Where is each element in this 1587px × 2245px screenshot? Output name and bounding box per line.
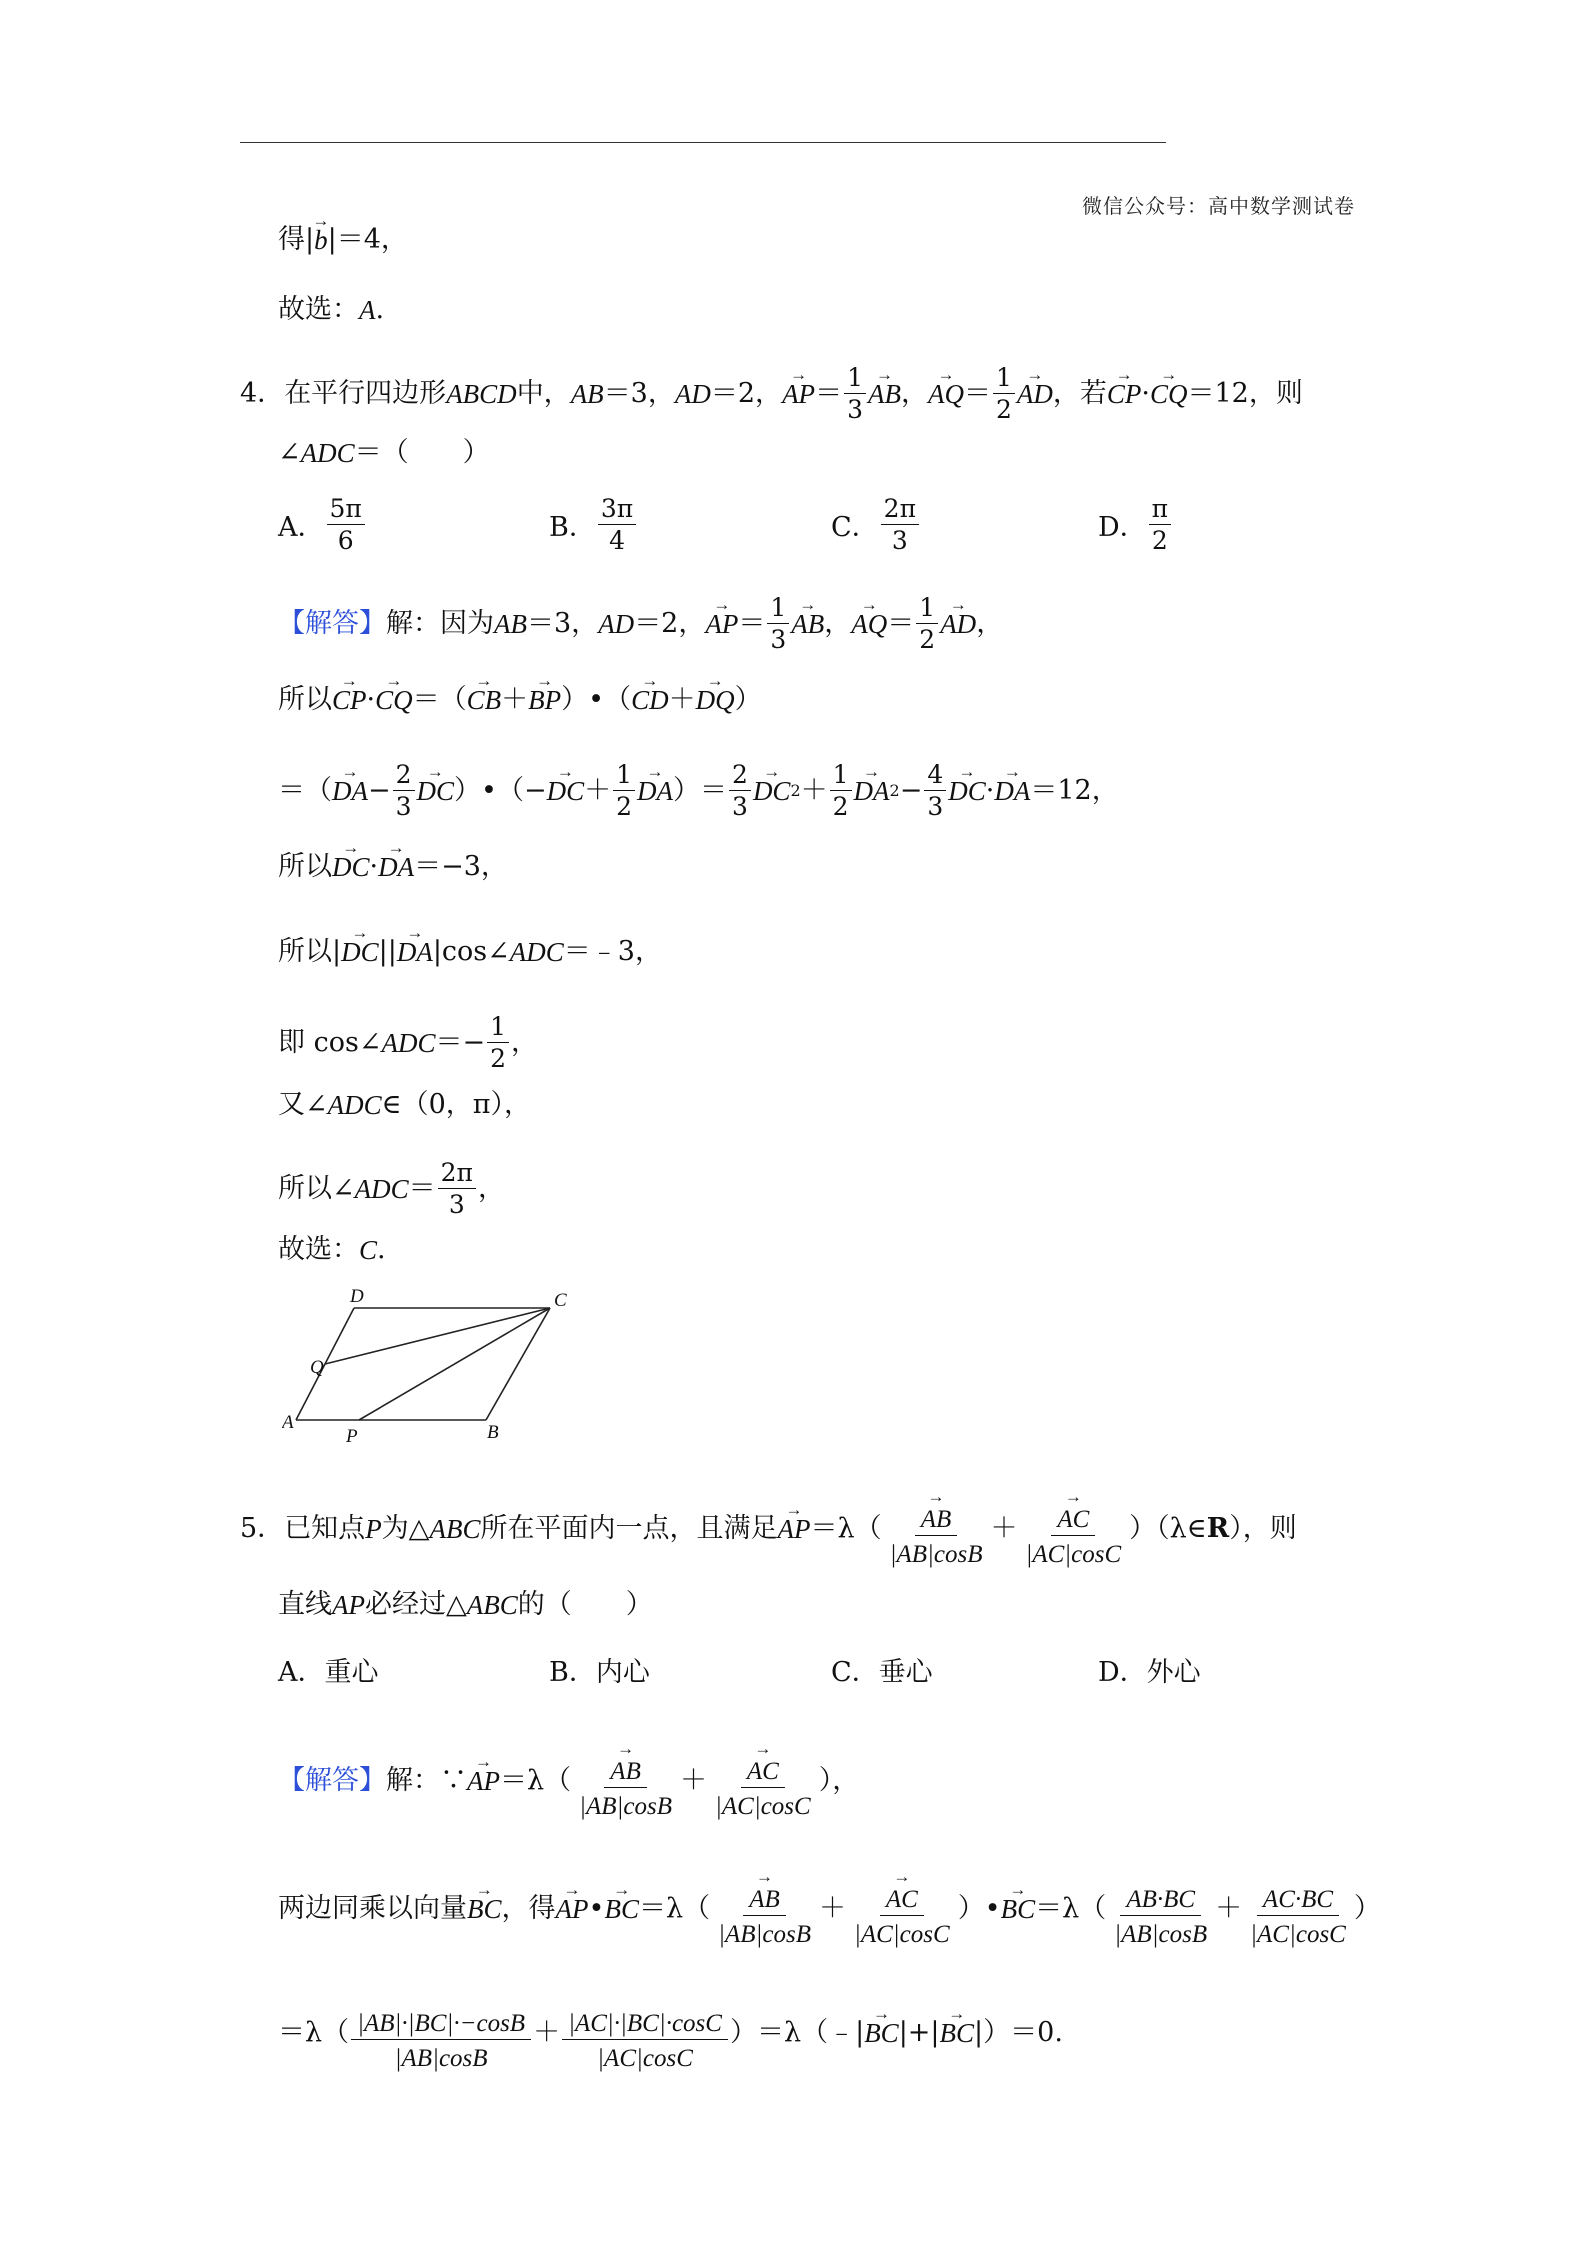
q5-solution-line1: 【解答】 解：∵ → AP ＝λ（ → $\frac{AB}{|AB|\cos B}$ ＋ → $\frac{AC}{|AC|\cos C}$ ）， [278, 1742, 859, 1819]
q4-option-c[interactable]: C． $\frac{2\pi}{3}$ [831, 496, 921, 553]
label-q: Q [310, 1357, 324, 1378]
solution-tag: 【解答】 [278, 1764, 386, 1796]
q5-stem-line1: 5． 已知点 P 为△ ABC 所在平面内一点，且满足 → AP ＝λ（ → $\frac{AB}{|AB|\cos B}$ ＋ → $\frac{AC}{|AC|\cos C}$ ）（λ∈ R ），则 [240, 1490, 1297, 1567]
segment-qc [325, 1308, 550, 1364]
q5-solution-line3: ＝λ（ $\frac{|AB|\cdot|BC|\cdot-\cos B}{|AB|\cos B}$ ＋ $\frac{|AC|\cdot|BC|\cdot\cos C}{|AC|\cos C}$ ）＝λ（﹣| → BC |+| → BC |）＝0. [278, 1995, 1063, 2071]
q5-option-b[interactable]: B． 内心 [549, 1657, 650, 1688]
header-rule [240, 142, 1166, 143]
q4-solution-line2: 所以 → CP · → CQ ＝（ → CB ＋ → BP ）•（ → CD ＋ → DQ ） [278, 680, 762, 720]
prev-result-line: 得| → b |＝4， [278, 220, 408, 260]
label-p: P [346, 1426, 358, 1447]
q4-solution-line1: 【解答】 解：因为 AB ＝3， AD ＝2， → AP ＝ $\frac{1}{3}$ → AB ， → AQ ＝ $\frac{1}{2}$ → AD ， [278, 595, 1003, 652]
q5-stem-line2: 直线 AP 必经过△ ABC 的（ ） [278, 1589, 653, 1620]
edge-cb [486, 1308, 550, 1420]
prev-answer-line: 故选： A . [278, 294, 385, 325]
fraction: $\frac{1}{2}$ [993, 365, 1015, 422]
q4-solution-line3: ＝（ → DA − $\frac{2}{3}$ → DC ）•（− → DC ＋ $\frac{1}{2}$ → DA ）＝ $\frac{2}{3}$ → DC 2 ＋ $\frac{1}{2}$ → DA 2 − $\frac{4}{3}$ → DC · → DA ＝12， [278, 762, 1119, 819]
q4-stem-line1: 4． 在平行四边形 ABCD 中， AB ＝3， AD ＝2， → AP ＝ $\frac{1}{3}$ → AB ， → AQ ＝ $\frac{1}{2}$ → AD ，若 → CP · → CQ ＝12，则 [240, 365, 1303, 422]
label-c: C [554, 1290, 567, 1311]
q4-option-d[interactable]: D． $\frac{\pi}{2}$ [1098, 496, 1173, 553]
label-a: A [282, 1412, 294, 1433]
q5-solution-line2: 两边同乘以向量 → BC ，得 → AP • → BC ＝λ（ → $\frac{AB}{|AB|\cos B}$ ＋ → $\frac{AC}{|AC|\cos C}$ ）• → BC ＝λ（ $\frac{AB\cdot BC}{|AB|\cos B}$ ＋ $\frac{AC\cdot BC}{|AC|\cos C}$ ） [278, 1870, 1381, 1947]
label-d: D [350, 1286, 364, 1307]
q4-option-a[interactable]: A． $\frac{5\pi}{6}$ [278, 496, 367, 553]
watermark: 微信公众号：高中数学测试卷 [1082, 194, 1355, 218]
parallelogram-figure [282, 1280, 582, 1450]
q4-solution-line9: 故选： C . [278, 1234, 386, 1265]
q4-stem-line2: ∠ ADC ＝（ ） [278, 437, 490, 468]
label-b: B [487, 1422, 499, 1443]
q5-option-d[interactable]: D． 外心 [1098, 1657, 1201, 1688]
q5-option-a[interactable]: A． 重心 [278, 1657, 379, 1688]
q4-solution-line7: 又∠ ADC ∈（0，π）， [278, 1089, 532, 1120]
solution-tag: 【解答】 [278, 607, 386, 639]
q4-solution-line5: 所以| → DC || → DA |cos∠ ADC ＝﹣3， [278, 932, 662, 972]
q4-solution-line8: 所以∠ ADC ＝ $\frac{2\pi}{3}$ ， [278, 1158, 505, 1219]
q4-solution-line4: 所以 → DC · → DA ＝−3， [278, 847, 508, 887]
q5-option-c[interactable]: C． 垂心 [831, 1657, 933, 1688]
q4-option-b[interactable]: B． $\frac{3\pi}{4}$ [549, 496, 638, 553]
segment-pc [359, 1308, 550, 1420]
q4-solution-line6: 即 cos∠ ADC ＝− $\frac{1}{2}$ ， [278, 1012, 538, 1073]
fraction: $\frac{1}{3}$ [844, 365, 866, 422]
